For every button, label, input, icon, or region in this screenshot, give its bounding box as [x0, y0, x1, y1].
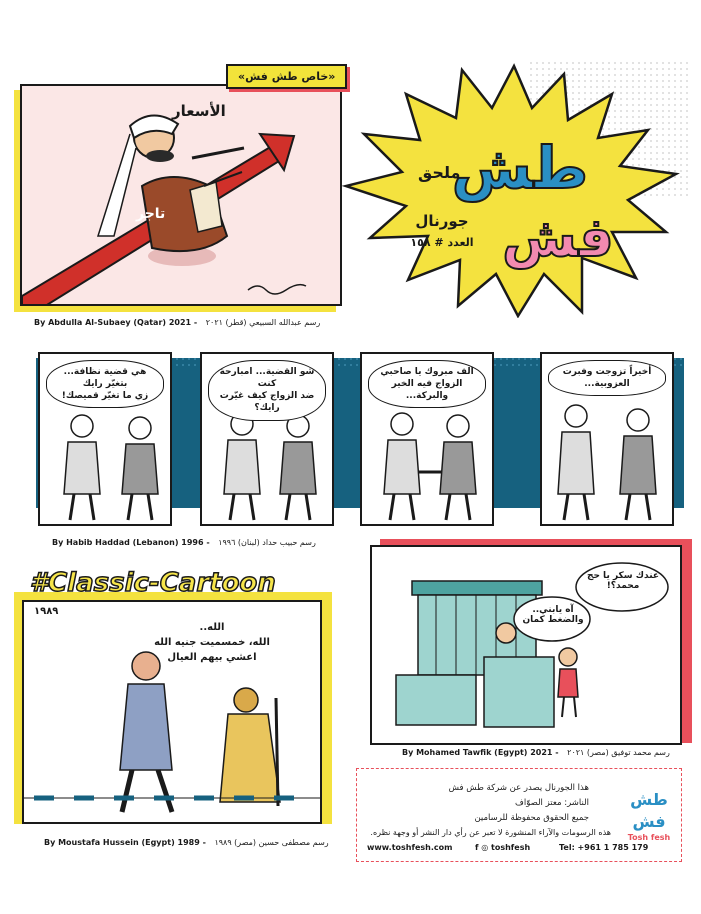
credit-tawfik-ar: رسم محمد توفيق (مصر) ٢٠٢١ — [567, 748, 670, 757]
strip-bubble-4-line1: هي قضية نظافة... بتغيّر رايك — [63, 367, 147, 390]
credit-tawfik — [402, 748, 670, 757]
masthead-logo-bottom: فش — [502, 206, 614, 269]
kiosk-customer-bubble: عندك سكر يا حج محمد؟! — [586, 571, 660, 591]
footer-phone: Tel: +961 1 785 179 — [559, 843, 649, 852]
masthead-supplement: ملحق — [418, 163, 461, 182]
masthead-starburst — [336, 60, 691, 318]
merchant-label: تاجر — [136, 206, 166, 222]
strip-bubble-2-line2: الزواج فيه الخير والبركة... — [391, 379, 463, 402]
credit-haddad-ar: رسم حبيب حداد (لبنان) ١٩٩٦ — [218, 538, 316, 547]
social-icons: f ◎ — [475, 843, 492, 852]
prices-cartoon — [20, 84, 342, 306]
strip-bubble-3 — [208, 360, 326, 421]
footer-line-1: هذا الجورنال يصدر عن شركة طش فش — [448, 783, 589, 793]
strip-panel-2 — [360, 352, 494, 526]
kiosk-seller-bubble: آه يابني.. والضغط كمان — [522, 605, 584, 625]
footer-logo — [625, 789, 673, 842]
credit-subaey-ar: رسم عبدالله السبيعي (قطر) ٢٠٢١ — [205, 318, 321, 327]
credit-tawfik-en: By Mohamed Tawfik (Egypt) 2021 - — [402, 748, 559, 757]
footer-line-3: جميع الحقوق محفوظة للرسامين — [474, 813, 589, 823]
footer-website[interactable]: www.toshfesh.com — [367, 843, 453, 852]
classic-caption — [122, 620, 302, 665]
publisher-info-box — [356, 768, 682, 862]
strip-panel-3 — [200, 352, 334, 526]
strip-bubble-1-line1: أخيراً تزوجت وفبرت العزوبية... — [562, 367, 652, 390]
credit-hussein-ar: رسم مصطفى حسين (مصر) ١٩٨٩ — [214, 838, 329, 847]
classic-year: ١٩٨٩ — [34, 606, 59, 617]
strip-panel-4 — [38, 352, 172, 526]
footer-line-2: الناشر: معتز الصوّاف — [515, 798, 589, 808]
exclusive-tag: «خاص طش فش» — [226, 64, 347, 89]
footer-social[interactable] — [475, 843, 530, 852]
footer-logo-en: Tosh fesh — [627, 833, 671, 842]
strip-bubble-2-line1: الف مبروك يا صاحبي — [380, 367, 474, 377]
masthead-logo-top: طش — [451, 134, 589, 202]
footer-line-4: هذه الرسومات والآراء المنشورة لا تعبر عن رأي دار النشر أو وجهة نظره. — [370, 828, 611, 837]
credit-hussein — [44, 838, 329, 847]
strip-bubble-2 — [368, 360, 486, 408]
strip-panel-1 — [540, 352, 674, 526]
classic-cartoon — [22, 600, 322, 824]
classic-caption-line2: الله، خمسميت جنيه الله — [154, 637, 270, 648]
credit-subaey — [34, 318, 320, 327]
kiosk-cartoon — [370, 545, 682, 745]
masthead-journal: جورنال — [415, 212, 469, 230]
footer-social-handle: toshfesh — [491, 843, 531, 852]
classic-caption-line3: اعشي بيهم العيال — [167, 652, 257, 663]
credit-haddad-en: By Habib Haddad (Lebanon) 1996 - — [52, 538, 210, 547]
prices-label: الأسعار — [172, 102, 226, 120]
classic-cartoon-title: #Classic-Cartoon — [30, 568, 276, 598]
footer-logo-ar: طش فش — [630, 790, 668, 831]
credit-hussein-en: By Moustafa Hussein (Egypt) 1989 - — [44, 838, 206, 847]
strip-bubble-4-line2: زي ما تغيّر قميصك! — [61, 391, 149, 402]
credit-subaey-en: By Abdulla Al-Subaey (Qatar) 2021 - — [34, 318, 198, 327]
masthead-issue: العدد # ١٥٨ — [410, 236, 474, 249]
strip-bubble-3-line1: شو القضية... امبارحة كنت — [219, 367, 315, 390]
strip-bubble-1 — [548, 360, 666, 396]
strip-bubble-3-line2: ضد الزواج كيف غيّرت رايك؟ — [219, 391, 315, 414]
classic-caption-line1: الله.. — [199, 622, 225, 633]
strip-bubble-4 — [46, 360, 164, 408]
credit-haddad — [52, 538, 316, 547]
